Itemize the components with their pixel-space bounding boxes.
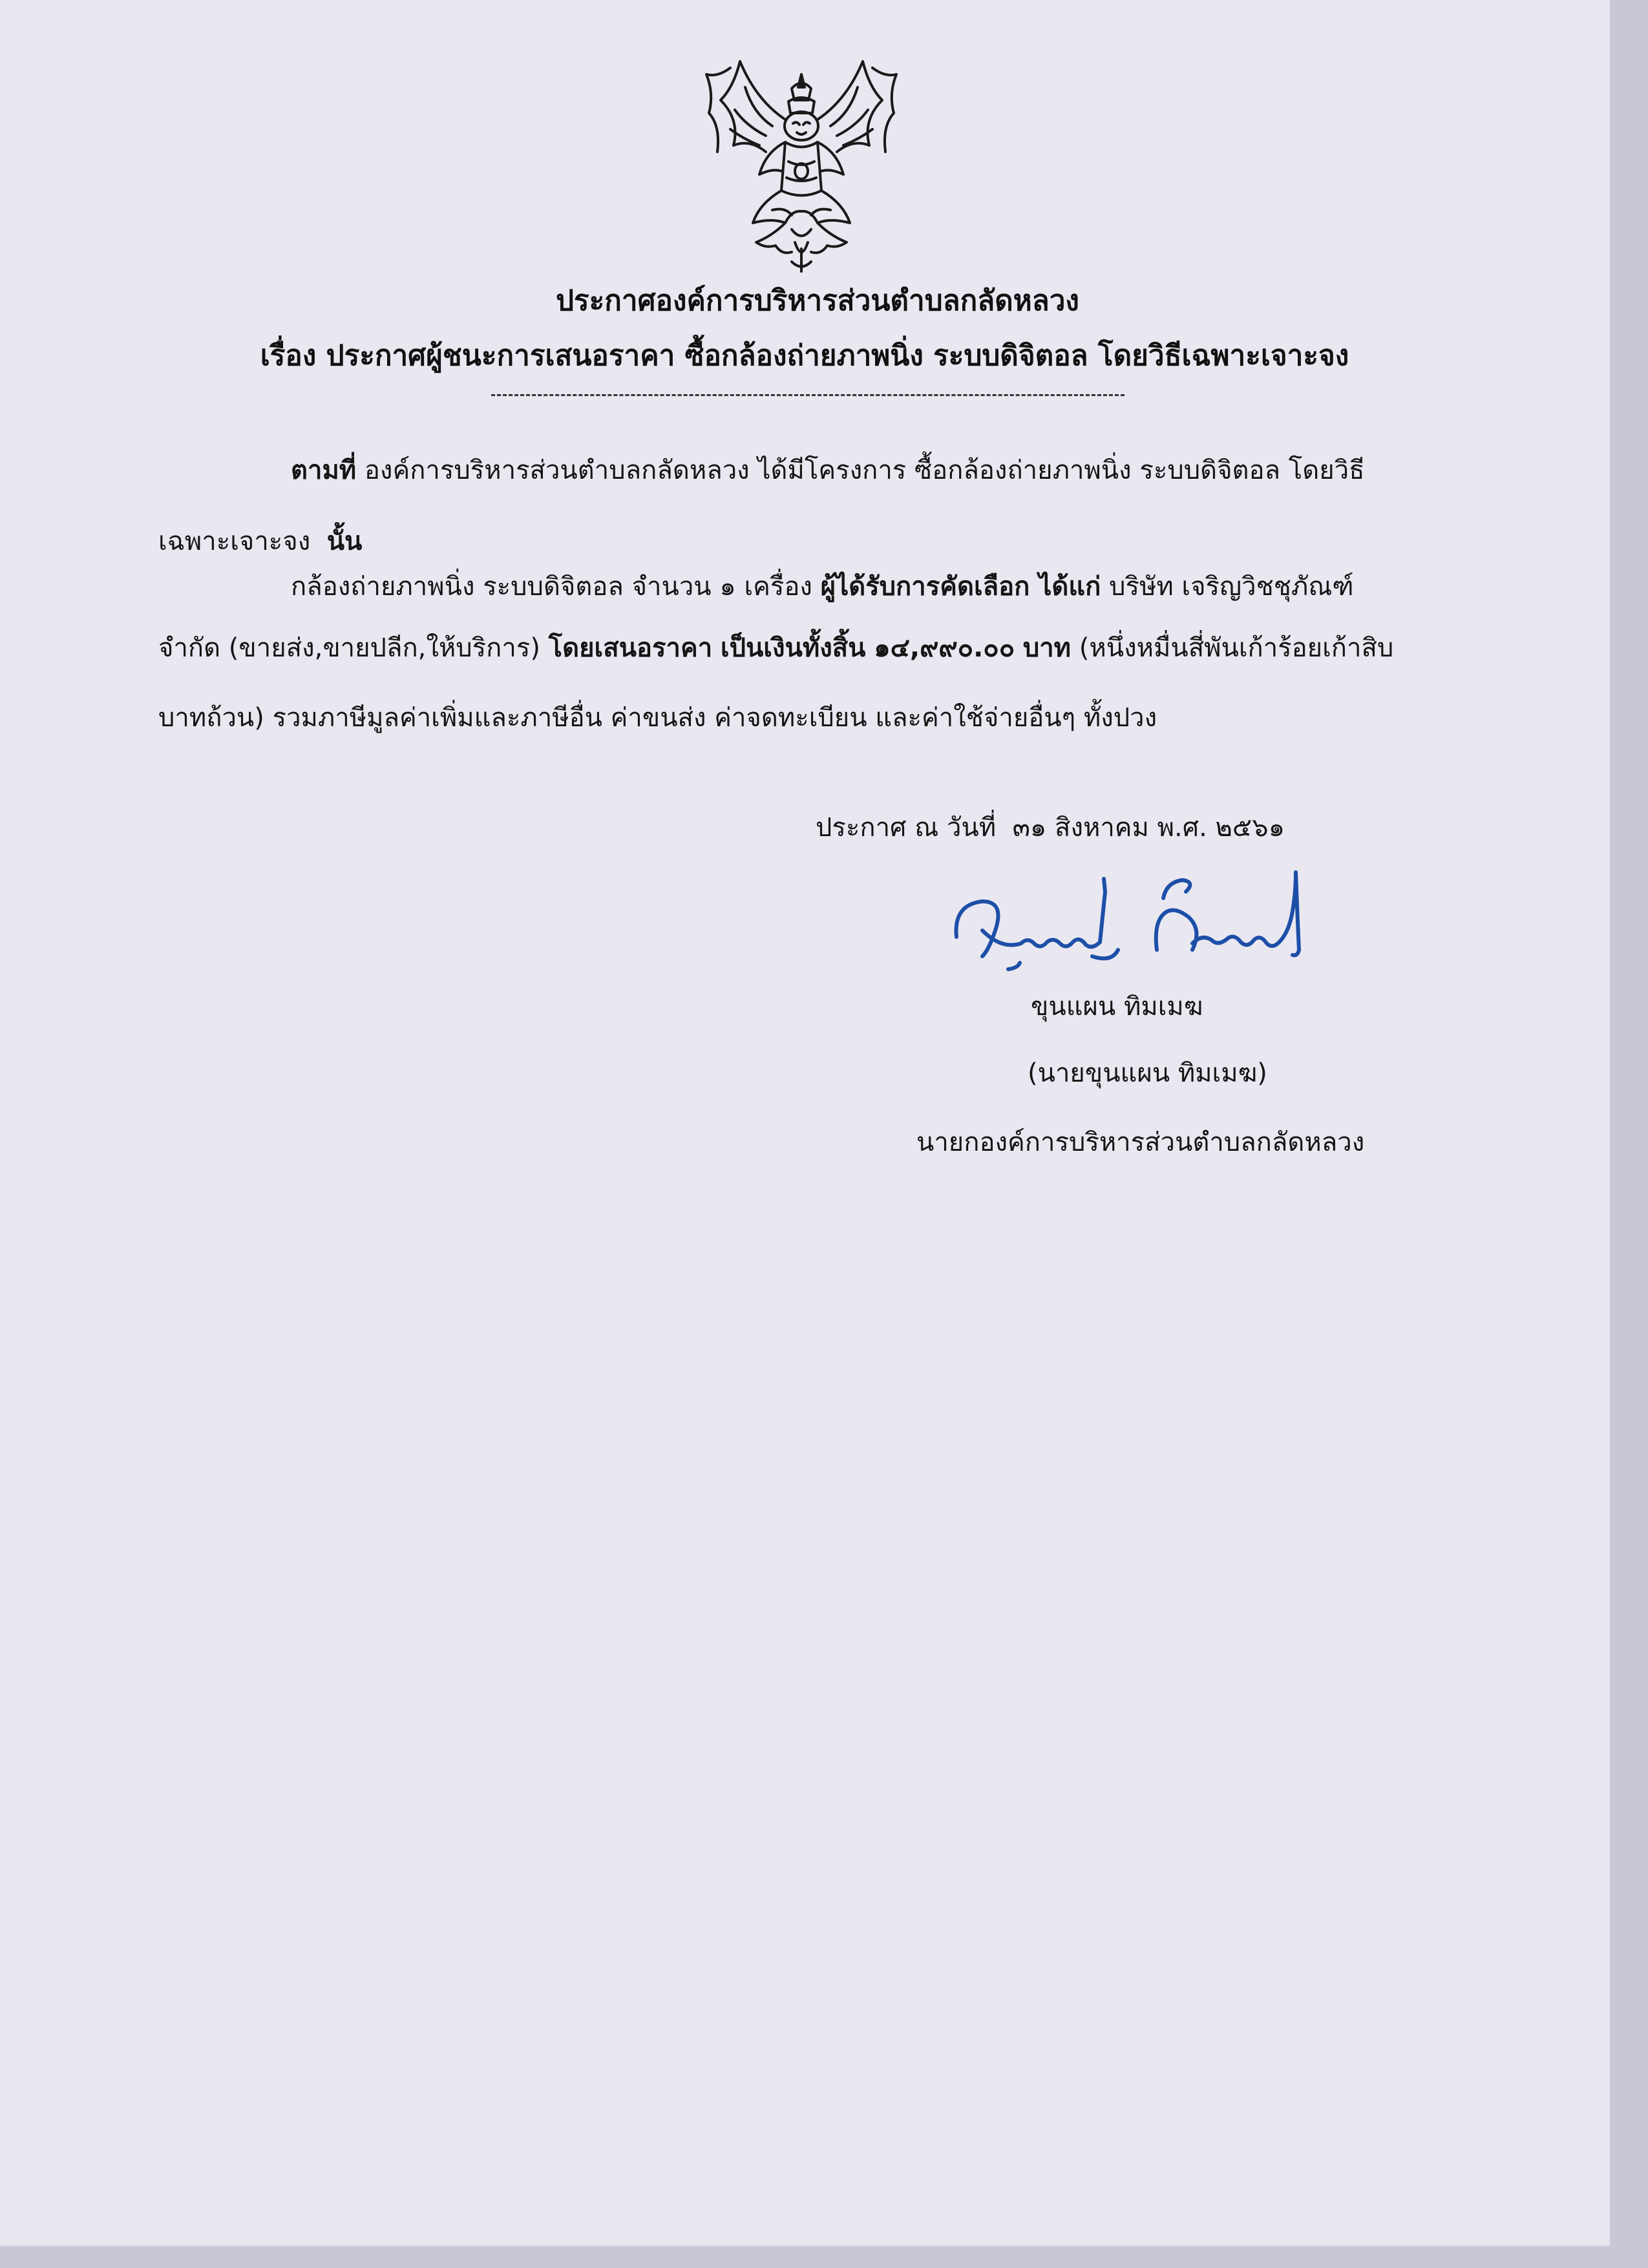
handwritten-signature <box>944 853 1318 989</box>
paragraph-1-line-2 <box>158 520 362 562</box>
p2-company-b: จำกัด (ขายส่ง,ขายปลีก,ให้บริการ) <box>158 633 540 663</box>
p2-company-a: บริษัท เจริญวิชชุภัณฑ์ <box>1109 572 1354 602</box>
p2-amount-unit: บาท <box>1022 633 1072 663</box>
p2-amount-words-a: (หนึ่งหมื่นสี่พันเก้าร้อยเก้าสิบ <box>1079 633 1394 663</box>
p1-text: องค์การบริหารส่วนตำบลกลัดหลวง ได้มีโครงการ ซื้อกล้องถ่ายภาพนิ่ง ระบบดิจิตอล โดยวิธี <box>364 456 1365 485</box>
p1-cont: เฉพาะเจาะจง <box>158 527 311 556</box>
paragraph-2-line-3 <box>158 697 1157 738</box>
paragraph-2-line-1 <box>291 565 1354 607</box>
subject-line <box>0 333 1609 378</box>
p2-winner-label: ผู้ได้รับการคัดเลือก ได้แก่ <box>820 572 1101 602</box>
p2-amount-words-b: บาทถ้วน) <box>158 703 264 733</box>
page-title: ประกาศองค์การบริหารส่วนตำบลกลัดหลวง <box>556 284 1079 317</box>
p1-lead: ตามที่ <box>291 456 357 485</box>
subject-text: ประกาศผู้ชนะการเสนอราคา ซื้อกล้องถ่ายภาพนิ่ง ระบบดิจิตอล โดยวิธีเฉพาะเจาะจง <box>326 339 1349 372</box>
p2-total-label: เป็นเงินทั้งสิ้น <box>720 633 866 663</box>
signer-position: นายกองค์การบริหารส่วนตำบลกลัดหลวง <box>916 1128 1365 1157</box>
date-value: ๓๑ สิงหาคม พ.ศ. ๒๕๖๑ <box>1012 813 1285 843</box>
paragraph-1-line-1 <box>291 449 1365 490</box>
p2-amount: ๑๔,๙๙๐.๐๐ <box>874 633 1015 663</box>
p2-item: กล้องถ่ายภาพนิ่ง ระบบดิจิตอล จำนวน ๑ เครื่อง <box>291 572 812 602</box>
p1-end: นั้น <box>326 527 363 556</box>
signer-name: ขุนแผน ทิมเมฆ <box>1031 992 1203 1022</box>
p2-terms: รวมภาษีมูลค่าเพิ่มและภาษีอื่น ค่าขนส่ง ค่าจดทะเบียน และค่าใช้จ่ายอื่นๆ ทั้งปวง <box>272 703 1157 733</box>
garuda-emblem-icon <box>695 48 908 275</box>
title-divider <box>491 394 1125 396</box>
p2-price-label: โดยเสนอราคา <box>548 633 713 663</box>
paragraph-2-line-2 <box>158 627 1393 668</box>
subject-label: เรื่อง <box>260 339 317 372</box>
signer-full-name: (นายขุนแผน ทิมเมฆ) <box>1028 1058 1267 1088</box>
date-label: ประกาศ ณ วันที่ <box>816 813 997 843</box>
announcement-date <box>816 806 1285 848</box>
